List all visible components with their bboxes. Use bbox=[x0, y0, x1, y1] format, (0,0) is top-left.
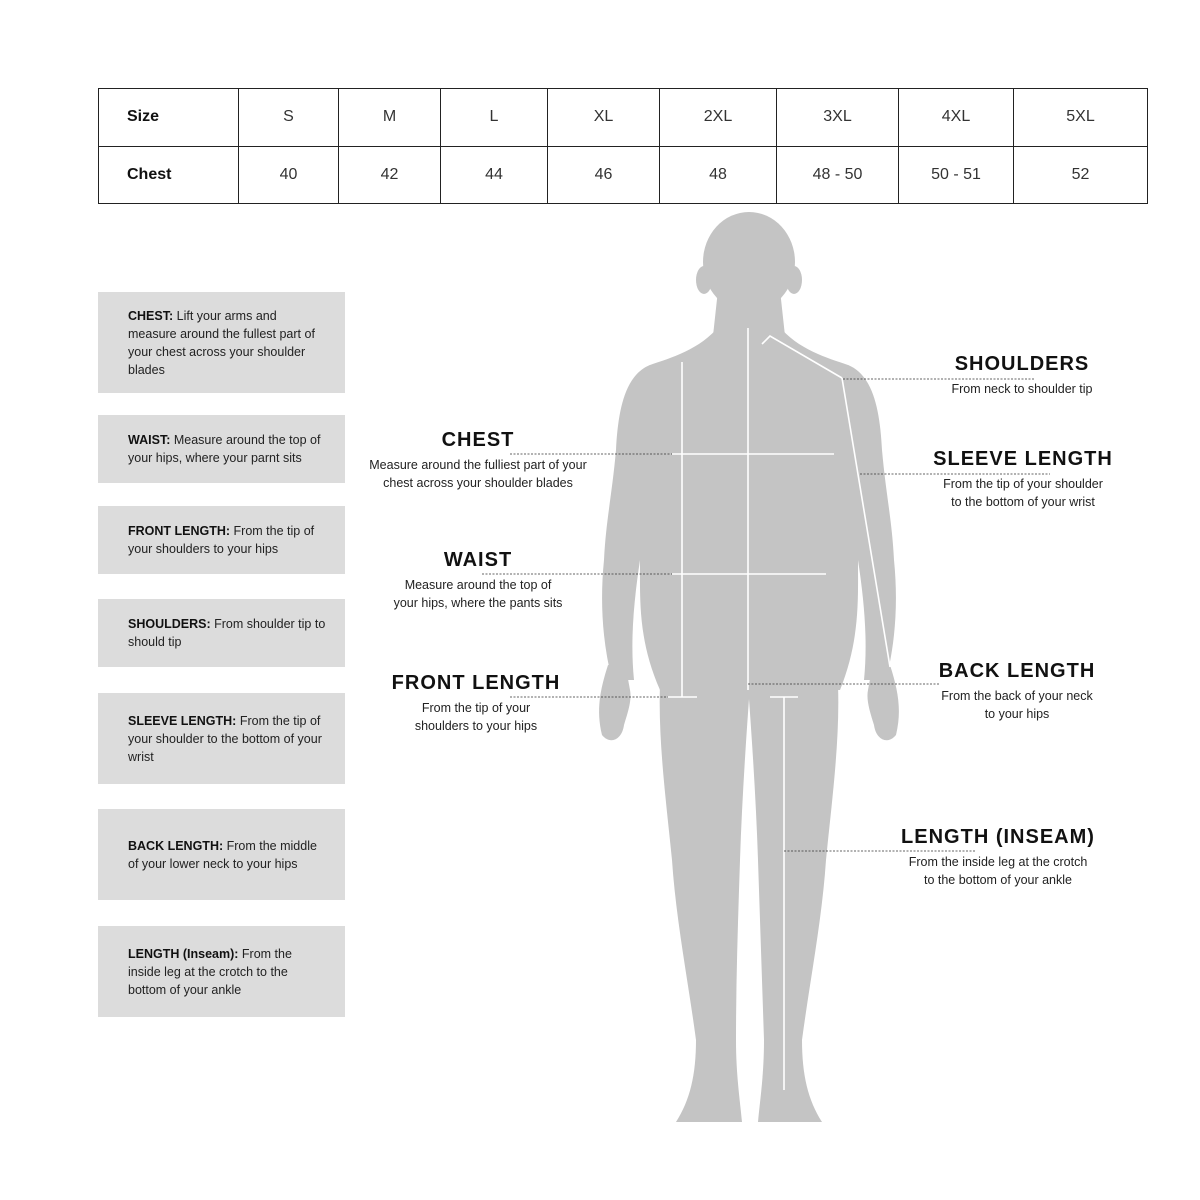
chest-cell: 50 - 51 bbox=[899, 146, 1014, 204]
right-ear bbox=[786, 266, 802, 294]
callout-front-length bbox=[376, 672, 576, 735]
left-ear bbox=[696, 266, 712, 294]
callout-title: SLEEVE LENGTH bbox=[933, 448, 1113, 470]
callout-line: Measure around the top of bbox=[404, 578, 552, 592]
callout-line: your hips, where the pants sits bbox=[393, 596, 563, 610]
size-cell: 2XL bbox=[660, 89, 777, 147]
info-desc: From the tip of your shoulders to your hips bbox=[128, 524, 315, 556]
size-cell: L bbox=[441, 89, 548, 147]
info-desc: From the tip of your shoulder to the bottom of your wrist bbox=[128, 713, 322, 764]
callout-title: CHEST bbox=[441, 429, 515, 451]
chest-cell: 48 bbox=[660, 146, 777, 204]
size-cell: 5XL bbox=[1014, 89, 1148, 147]
callout-line: to the bottom of your ankle bbox=[923, 873, 1072, 887]
callout-title: FRONT LENGTH bbox=[391, 672, 561, 694]
human-silhouette bbox=[599, 212, 899, 1122]
info-desc: From the inside leg at the crotch to the bottom of your ankle bbox=[128, 946, 292, 997]
callout-line: From the tip of your bbox=[421, 701, 531, 715]
info-term: BACK LENGTH: bbox=[128, 838, 224, 853]
chest-cell: 46 bbox=[548, 146, 660, 204]
info-term: LENGTH (Inseam): bbox=[128, 946, 239, 961]
callout-line: From the inside leg at the crotch bbox=[908, 855, 1088, 869]
info-desc: From shoulder tip to should tip bbox=[128, 617, 326, 649]
size-cell: XL bbox=[548, 89, 660, 147]
info-term: SLEEVE LENGTH: bbox=[128, 713, 237, 728]
callout-title: SHOULDERS bbox=[954, 353, 1090, 375]
chest-cell: 42 bbox=[339, 146, 441, 204]
info-term: FRONT LENGTH: bbox=[128, 524, 231, 538]
chest-row-label: Chest bbox=[99, 146, 239, 204]
torso bbox=[622, 325, 876, 690]
size-cell: 4XL bbox=[899, 89, 1014, 147]
callout-back-length bbox=[917, 660, 1117, 723]
size-cell: M bbox=[339, 89, 441, 147]
info-desc: From the middle of your lower neck to your hips bbox=[128, 838, 317, 871]
callout-line: to the bottom of your wrist bbox=[951, 495, 1095, 509]
callout-sleeve-length bbox=[918, 448, 1128, 511]
chest-cell: 44 bbox=[441, 146, 548, 204]
chest-cell: 40 bbox=[239, 146, 339, 204]
callout-inseam bbox=[883, 826, 1113, 889]
info-term: WAIST: bbox=[128, 433, 171, 447]
callout-line: shoulders to your hips bbox=[414, 719, 538, 733]
callout-line: From neck to shoulder tip bbox=[951, 382, 1093, 396]
size-cell: S bbox=[239, 89, 339, 147]
callout-line: chest across your shoulder blades bbox=[383, 476, 573, 490]
callout-title: WAIST bbox=[443, 549, 513, 571]
callout-title: BACK LENGTH bbox=[938, 660, 1096, 682]
callout-chest bbox=[353, 429, 603, 492]
info-term: SHOULDERS: bbox=[128, 617, 211, 631]
chest-cell: 52 bbox=[1014, 146, 1148, 204]
callout-waist bbox=[363, 549, 593, 612]
callout-shoulders bbox=[922, 353, 1122, 398]
info-desc: Measure around the top of your hips, where your parnt sits bbox=[128, 433, 321, 465]
callout-title: LENGTH (INSEAM) bbox=[901, 826, 1095, 848]
callout-line: to your hips bbox=[984, 707, 1050, 721]
callout-line: From the tip of your shoulder bbox=[943, 477, 1103, 491]
size-cell: 3XL bbox=[777, 89, 899, 147]
chest-cell: 48 - 50 bbox=[777, 146, 899, 204]
size-row-label: Size bbox=[99, 89, 239, 147]
callout-line: Measure around the fulliest part of your bbox=[369, 458, 587, 472]
right-leg bbox=[748, 685, 838, 1122]
right-hand bbox=[867, 665, 898, 740]
info-term: CHEST: bbox=[128, 308, 174, 323]
info-desc: Lift your arms and measure around the fullest part of your chest across your shoulder blades bbox=[128, 308, 315, 377]
callout-line: From the back of your neck bbox=[941, 689, 1093, 703]
left-hand bbox=[599, 665, 630, 740]
left-leg bbox=[660, 685, 750, 1122]
